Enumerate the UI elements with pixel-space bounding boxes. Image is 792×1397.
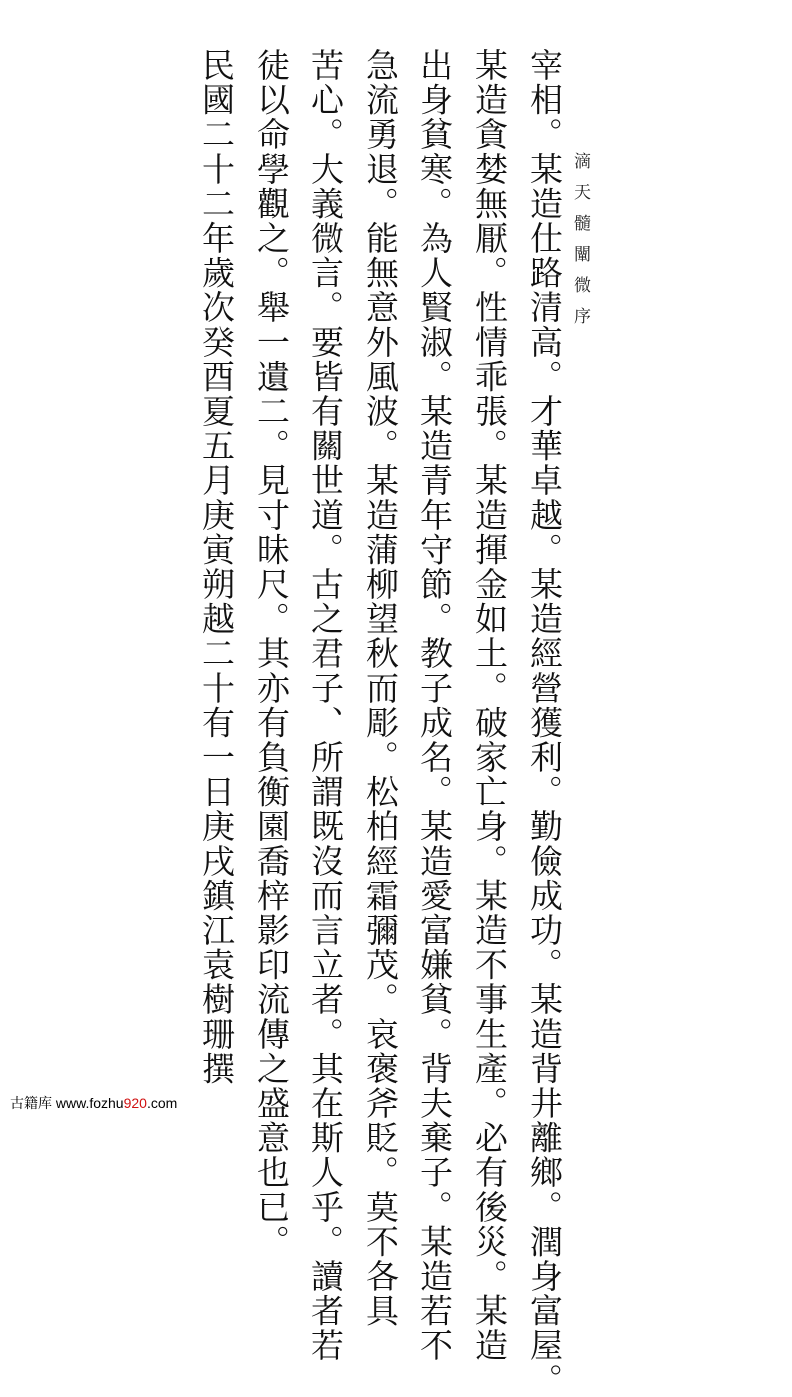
footer-site-name: 古籍库 <box>10 1095 52 1111</box>
site-footer <box>10 1093 177 1113</box>
text-column-6: 徒以命學觀之。舉一遺二。見寸昧尺。其亦有負衡園喬梓影印流傳之盛意也已。 <box>252 48 291 1259</box>
footer-url-prefix: www.fozhu <box>55 1095 124 1111</box>
text-column-1: 宰相。某造仕路清高。才華卓越。某造經營獲利。勤儉成功。某造背井離鄉。潤身富屋。 <box>525 48 564 1397</box>
footer-url-suffix: .com <box>146 1095 178 1111</box>
text-column-7: 民國二十二年歲次癸酉夏五月庚寅朔越二十有一日庚戌鎮江袁樹珊撰 <box>197 48 236 1086</box>
page-header-title: 滴天髓闡微序 <box>570 152 590 338</box>
footer-url-number: 920 <box>123 1095 147 1111</box>
text-column-5: 苦心。大義微言。要皆有關世道。古之君子、所謂既沒而言立者。其在斯人乎。讀者若 <box>306 48 345 1363</box>
text-column-4: 急流勇退。能無意外風波。某造蒲柳望秋而彫。松柏經霜彌茂。哀褒斧貶。莫不各具 <box>361 48 400 1329</box>
text-column-3: 出身貧寒。為人賢淑。某造青年守節。教子成名。某造愛富嫌貧。背夫棄子。某造若不 <box>415 48 454 1363</box>
text-column-2: 某造貪婪無厭。性情乖張。某造揮金如土。破家亡身。某造不事生產。必有後災。某造 <box>470 48 509 1363</box>
footer-url[interactable] <box>56 1095 177 1111</box>
